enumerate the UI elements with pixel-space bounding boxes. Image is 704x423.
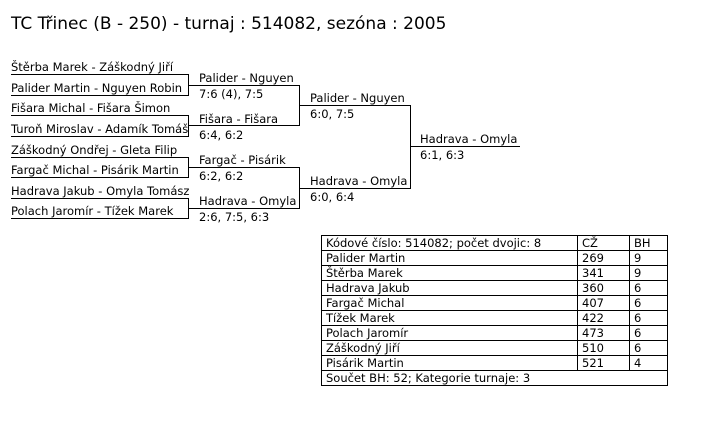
player-bh: 6 [630,281,668,296]
player-name: Fargač Michal [322,296,578,311]
bracket-line [11,177,189,178]
bracket-line [11,115,189,116]
bracket-line [11,157,189,158]
round1-entry: Polach Jaromír - Tížek Marek [11,204,174,218]
player-name: Pisárik Martin [322,356,578,371]
bracket-line [299,188,411,189]
round3-pair: Hadrava - Omyla [310,174,408,188]
final-pair: Hadrava - Omyla [420,132,518,146]
bracket-line [11,95,189,96]
round2-pair: Hadrava - Omyla [199,194,297,208]
player-name: Palider Martin [322,251,578,266]
player-cz: 269 [578,251,630,266]
player-cz: 341 [578,266,630,281]
bracket-line [188,85,300,86]
table-row [322,311,668,326]
round1-entry: Turoň Miroslav - Adamík Tomáš [11,122,189,136]
round1-entry: Palider Martin - Nguyen Robin [11,81,183,95]
round2-score: 7:6 (4), 7:5 [199,87,264,101]
player-bh: 6 [630,326,668,341]
table-header-cell: BH [630,236,668,251]
table-row [322,281,668,296]
bracket-line [11,74,189,75]
final-score: 6:1, 6:3 [420,148,465,162]
player-cz: 360 [578,281,630,296]
table-row [322,356,668,371]
round2-score: 6:4, 6:2 [199,128,244,142]
table-row [322,296,668,311]
player-bh: 4 [630,356,668,371]
table-footer: Součet BH: 52; Kategorie turnaje: 3 [322,371,668,386]
table-row [322,266,668,281]
round2-pair: Fargač - Pisárik [199,153,286,167]
table-row [322,326,668,341]
round1-entry: Záškodný Ondřej - Gleta Filip [11,143,178,157]
player-bh: 9 [630,266,668,281]
round2-pair: Fišara - Fišara [199,112,279,126]
player-name: Záškodný Jiří [322,341,578,356]
table-row [322,251,668,266]
table-header-cell: Kódové číslo: 514082; počet dvojic: 8 [322,236,578,251]
player-name: Štěrba Marek [322,266,578,281]
player-cz: 473 [578,326,630,341]
bracket-line [188,167,300,168]
table-footer-row [322,371,668,386]
round1-entry: Štěrba Marek - Záškodný Jiří [11,60,174,74]
bracket-line [410,146,520,147]
table-row [322,341,668,356]
player-bh: 9 [630,251,668,266]
round3-pair: Palider - Nguyen [310,91,405,105]
round1-entry: Fargač Michal - Pisárik Martin [11,163,179,177]
player-name: Hadrava Jakub [322,281,578,296]
tournament-info-table [321,235,668,386]
table-header-row [322,236,668,251]
round3-score: 6:0, 7:5 [310,107,355,121]
player-name: Tížek Marek [322,311,578,326]
round2-score: 2:6, 7:5, 6:3 [199,210,270,224]
player-bh: 6 [630,341,668,356]
bracket-line [11,136,189,137]
player-cz: 521 [578,356,630,371]
player-cz: 510 [578,341,630,356]
page-title: TC Třinec (B - 250) - turnaj : 514082, sezóna : 2005 [11,14,447,34]
bracket-line [11,198,189,199]
bracket-line [299,105,411,106]
round2-score: 6:2, 6:2 [199,169,244,183]
player-cz: 407 [578,296,630,311]
bracket-line [188,208,300,209]
round1-entry: Hadrava Jakub - Omyla Tomász [11,184,190,198]
player-bh: 6 [630,296,668,311]
round3-score: 6:0, 6:4 [310,190,355,204]
bracket-line [188,125,300,126]
player-cz: 422 [578,311,630,326]
round1-entry: Fišara Michal - Fišara Šimon [11,101,171,115]
bracket-line [11,218,189,219]
player-bh: 6 [630,311,668,326]
player-name: Polach Jaromír [322,326,578,341]
round2-pair: Palider - Nguyen [199,71,294,85]
table-header-cell: CŽ [578,236,630,251]
